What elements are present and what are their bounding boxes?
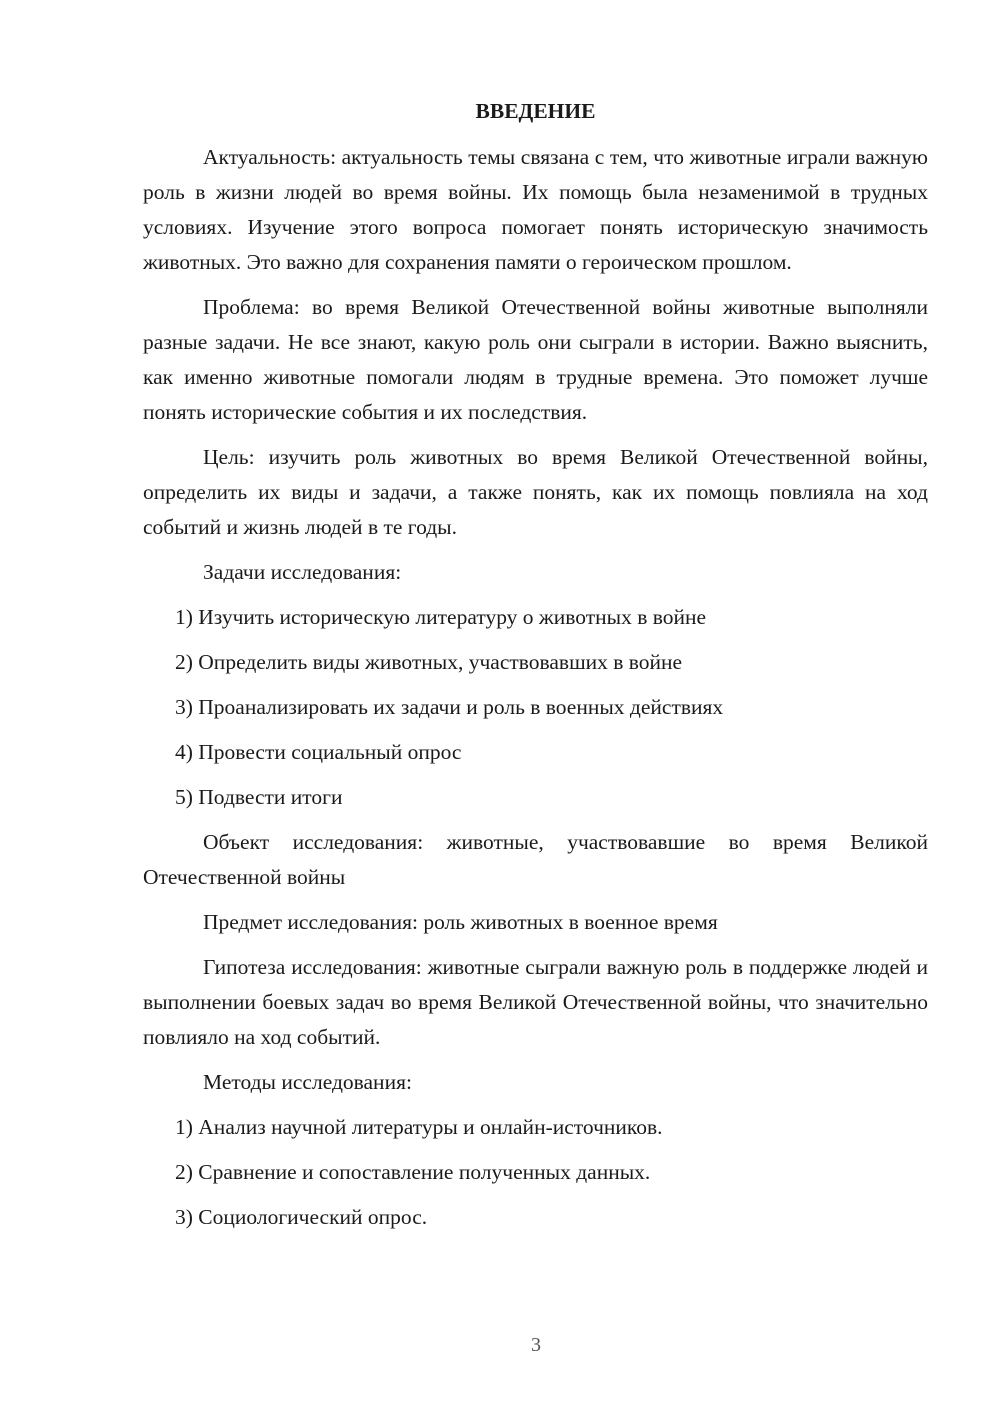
subject-paragraph: Предмет исследования: роль животных в военное время [203,910,718,934]
tasks-heading: Задачи исследования: [203,560,402,584]
object-paragraph: Объект исследования: животные, участвовавшие во время Великой Отечественной войны [143,830,928,889]
tasks-list [143,600,928,815]
task-item: 4) Провести социальный опрос [175,740,462,764]
page-content [143,96,928,1245]
method-item: 2) Сравнение и сопоставление полученных данных. [175,1160,651,1184]
methods-list [143,1110,928,1235]
methods-heading: Методы исследования: [203,1070,412,1094]
problem-paragraph: Проблема: во время Великой Отечественной войны животные выполняли разные задачи. Не все знают, какую роль они сыграли в истории. Важно выяснить, как именно животные помогали людям в трудные времена. Это поможет лучше понять исторические события и их последствия. [143,295,928,424]
section-title: ВВЕДЕНИЕ [475,99,596,123]
hypothesis-paragraph: Гипотеза исследования: животные сыграли важную роль в поддержке людей и выполнении боевых задач во время Великой Отечественной войны, что значительно повлияло на ход событий. [143,955,928,1049]
method-item: 1) Анализ научной литературы и онлайн-источников. [175,1115,663,1139]
task-item: 3) Проанализировать их задачи и роль в военных действиях [175,695,724,719]
goal-paragraph: Цель: изучить роль животных во время Великой Отечественной войны, определить их виды и задачи, а также понять, как их помощь повлияла на ход событий и жизнь людей в те годы. [143,445,928,539]
method-item: 3) Социологический опрос. [175,1205,428,1229]
task-item: 2) Определить виды животных, участвовавших в войне [175,650,683,674]
task-item: 5) Подвести итоги [175,785,343,809]
relevance-paragraph: Актуальность: актуальность темы связана с тем, что животные играли важную роль в жизни людей во время войны. Их помощь была незаменимой в трудных условиях. Изучение этого вопроса помогает понять историческую значимость животных. Это важно для сохранения памяти о героическом прошлом. [143,145,928,274]
page-number: 3 [531,1334,541,1356]
task-item: 1) Изучить историческую литературу о животных в войне [175,605,707,629]
